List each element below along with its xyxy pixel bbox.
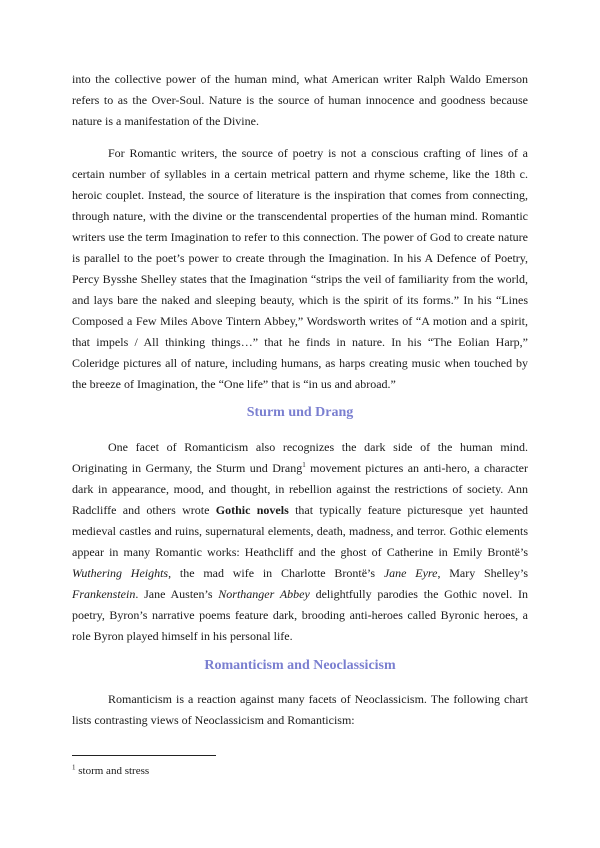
paragraph-text: One facet of Romanticism also recognizes the dark side of the human mind. Originating in Germany, the Sturm und Drang [72, 440, 528, 475]
title-northanger-abbey: Northanger Abbey [218, 587, 310, 601]
paragraph-text: into the collective power of the human mind, what American writer Ralph Waldo Emerson refers to as the Over-Soul. Nature is the source of human innocence and goodness because nature is a manifestation of the Divine. [72, 72, 528, 128]
gothic-novels-term: Gothic novels [215, 503, 289, 517]
footnote-ref[interactable]: 1 [302, 461, 306, 469]
title-wuthering-heights: Wuthering Heights [72, 566, 169, 580]
paragraph-text: . Jane Austen’s [135, 587, 219, 601]
paragraph-text: , the mad wife in Charlotte Brontë’s [168, 566, 384, 580]
footnote-text: storm and stress [75, 765, 150, 777]
paragraph-text: Romanticism is a reaction against many facets of Neoclassicism. The following chart lists contrasting views of Neoclassicism and Romanticism: [72, 692, 528, 727]
footnote-number: 1 [72, 763, 76, 772]
paragraph-sturm-und-drang [72, 437, 528, 647]
paragraph-text: movement pictures an anti-hero, a character dark in appearance, mood, and thought, in rebellion against the restrictions of society. Ann Radcliffe and others wrote [72, 461, 529, 517]
paragraph-text: For Romantic writers, the source of poetry is not a conscious crafting of lines of a certain number of syllables in a certain metrical pattern and rhyme scheme, like the 18th c. heroic couplet. Instead, the source of literature is the inspiration that comes from connecting, through nature, with the divine or the transcendental properties of the human mind. Romantic writers use the term Imagination to refer to this connection. The power of God to create nature is parallel to the poet’s power to create through the Imagination. In his A Defence of Poetry, Percy Bysshe Shelley states that the Imagination “strips the veil of familiarity from the world, and lays bare the naked and sleeping beauty, which is the spirit of its forms.” In his “Lines Composed a Few Miles Above Tintern Abbey,” Wordsworth writes of “A motion and a spirit, that impels / All thinking things…” that he finds in nature. In his “The Eolian Harp,” Coleridge pictures all of nature, including humans, as harps creating music when touched by the breeze of Imagination, the “One life” that is “in us and abroad.” [72, 146, 528, 391]
section-heading-romanticism-neoclassicism: Romanticism and Neoclassicism [204, 658, 396, 673]
paragraph-romanticism-reaction [72, 689, 528, 731]
paragraph-over-soul [72, 69, 528, 132]
paragraph-text: that typically feature picturesque yet haunted medieval castles and ruins, supernatural elements, death, madness, and terror. Gothic elements appear in many Romantic works: Heathcliff and the ghost of Catherine in Emily Brontë’s [72, 503, 529, 559]
paragraph-text: , Mary Shelley’s [437, 566, 529, 580]
footnote-divider [72, 755, 216, 756]
title-frankenstein: Frankenstein [72, 587, 136, 601]
paragraph-imagination [72, 143, 528, 395]
section-heading-sturm-und-drang: Sturm und Drang [246, 405, 354, 420]
paragraph-text: delightfully parodies the Gothic novel. In poetry, Byron’s narrative poems feature dark, brooding anti-heroes called Byronic heroes, a role Byron played himself in his personal life. [72, 587, 528, 643]
footnote [72, 764, 149, 778]
title-jane-eyre: Jane Eyre [383, 566, 438, 580]
